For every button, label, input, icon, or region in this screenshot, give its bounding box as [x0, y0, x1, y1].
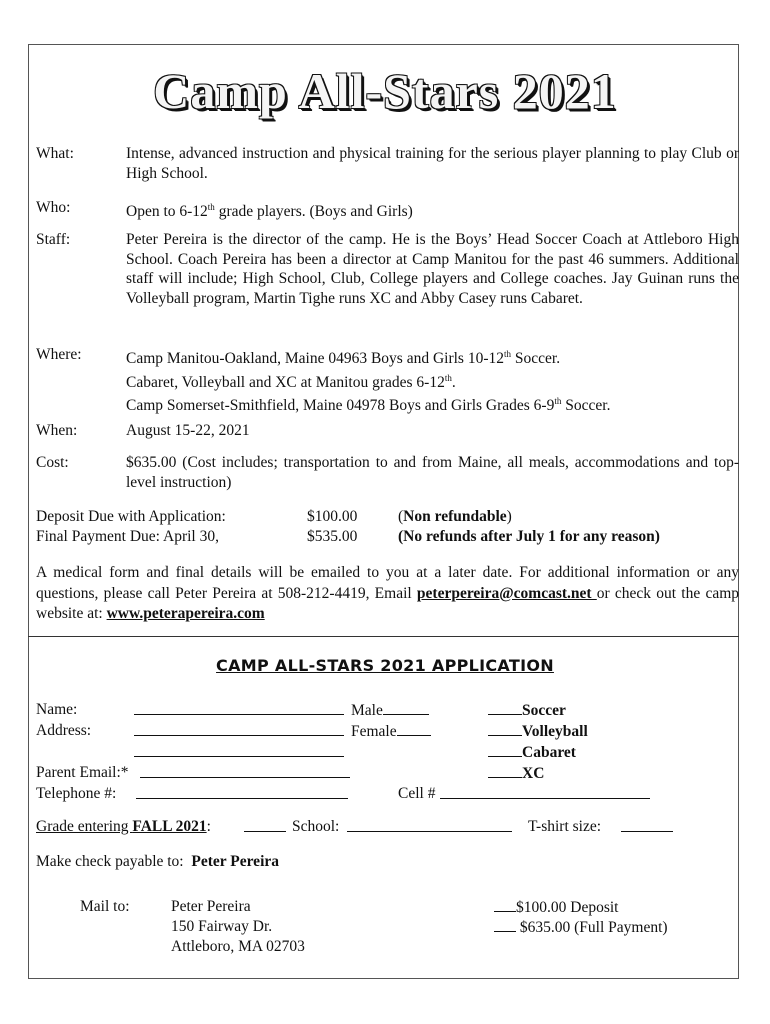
page-title: Camp All-Stars 2021: [153, 63, 617, 119]
who-section: [36, 198, 739, 221]
deposit-note: (Non refundable): [398, 508, 512, 525]
staff-label: Staff:: [36, 231, 71, 248]
female-option[interactable]: Female: [351, 721, 431, 742]
name-label: Name:: [36, 701, 78, 718]
section-divider: [28, 636, 739, 637]
who-label: Who:: [36, 199, 71, 216]
check-payable: Make check payable to: Peter Pereira: [36, 853, 280, 870]
cost-label: Cost:: [36, 454, 69, 471]
tshirt-label: T-shirt size:: [528, 818, 602, 835]
email-link[interactable]: peterpereira@comcast.net: [416, 584, 597, 602]
cell-field[interactable]: [440, 784, 650, 799]
final-payment-amount: $535.00: [307, 528, 358, 545]
when-label: When:: [36, 422, 78, 439]
cost-section: [36, 453, 739, 493]
telephone-label: Telephone #:: [36, 785, 117, 802]
payment-full-option[interactable]: $635.00 (Full Payment): [494, 917, 668, 938]
program-cabaret[interactable]: Cabaret: [488, 742, 576, 763]
website-link[interactable]: www.peterapereira.com: [106, 605, 265, 622]
info-paragraph: A medical form and final details will be emailed to you at a later date. For additional information or any questions, please call Peter Pereira at 508-212-4419, Email peterpereira@comcast.net or check out the camp website at: www.peterapereira.com: [36, 564, 740, 622]
parent-email-label: Parent Email:*: [36, 764, 129, 781]
deposit-amount: $100.00: [307, 508, 358, 525]
when-section: [36, 421, 739, 441]
program-volleyball[interactable]: Volleyball: [488, 721, 588, 742]
mail-label: Mail to:: [80, 898, 130, 915]
what-section: [36, 144, 739, 184]
deposit-label: Deposit Due with Application:: [36, 508, 226, 525]
mail-name: Peter Pereira: [171, 898, 251, 915]
male-option[interactable]: Male: [351, 700, 429, 721]
mail-city: Attleboro, MA 02703: [171, 938, 305, 955]
mail-street: 150 Fairway Dr.: [171, 918, 273, 935]
telephone-field[interactable]: [136, 784, 348, 799]
grade-label: Grade entering FALL 2021:: [36, 818, 211, 835]
program-soccer[interactable]: Soccer: [488, 700, 566, 721]
payment-deposit-option[interactable]: $100.00 Deposit: [494, 897, 618, 918]
staff-text: Peter Pereira is the director of the camp. He is the Boys’ Head Soccer Coach at Attleboro High School. Coach Pereira has been a director at Camp Manitou for the past 46 summers. Additional staff will include; High School, Club, College players and College coaches. Jay Guinan runs the Volleyball program, Martin Tighe runs XC and Abby Casey runs Cabaret.: [126, 231, 739, 307]
cell-label: Cell #: [398, 785, 436, 802]
where-section: [36, 345, 739, 415]
cost-text: $635.00 (Cost includes; transportation to and from Maine, all meals, accommodations and top-level instruction): [126, 454, 739, 491]
who-text: Open to 6-12th grade players. (Boys and Girls): [126, 202, 413, 221]
where-label: Where:: [36, 346, 82, 363]
name-field[interactable]: [134, 700, 344, 715]
application-heading: CAMP ALL-STARS 2021 APPLICATION: [216, 656, 554, 675]
school-field[interactable]: [347, 817, 512, 832]
final-payment-label: Final Payment Due: April 30,: [36, 528, 219, 545]
final-payment-note: (No refunds after July 1 for any reason): [398, 528, 660, 545]
address-field-2[interactable]: [134, 742, 344, 757]
parent-email-field[interactable]: [140, 763, 350, 778]
where-text: Camp Manitou-Oakland, Maine 04963 Boys and Girls 10-12th Soccer. Cabaret, Volleyball and XC at Manitou grades 6-12th. Camp Somerset-Smithfield, Maine 04978 Boys and Girls Grades 6-9th Soccer.: [126, 349, 611, 415]
when-text: August 15-22, 2021: [126, 422, 250, 439]
tshirt-field[interactable]: [621, 817, 673, 832]
school-label: School:: [292, 818, 340, 835]
program-xc[interactable]: XC: [488, 763, 544, 784]
grade-field[interactable]: [244, 817, 286, 832]
what-text: Intense, advanced instruction and physical training for the serious player planning to play Club or High School.: [126, 145, 739, 182]
address-field-1[interactable]: [134, 721, 344, 736]
what-label: What:: [36, 145, 74, 162]
address-label: Address:: [36, 722, 92, 739]
staff-section: [36, 230, 739, 330]
